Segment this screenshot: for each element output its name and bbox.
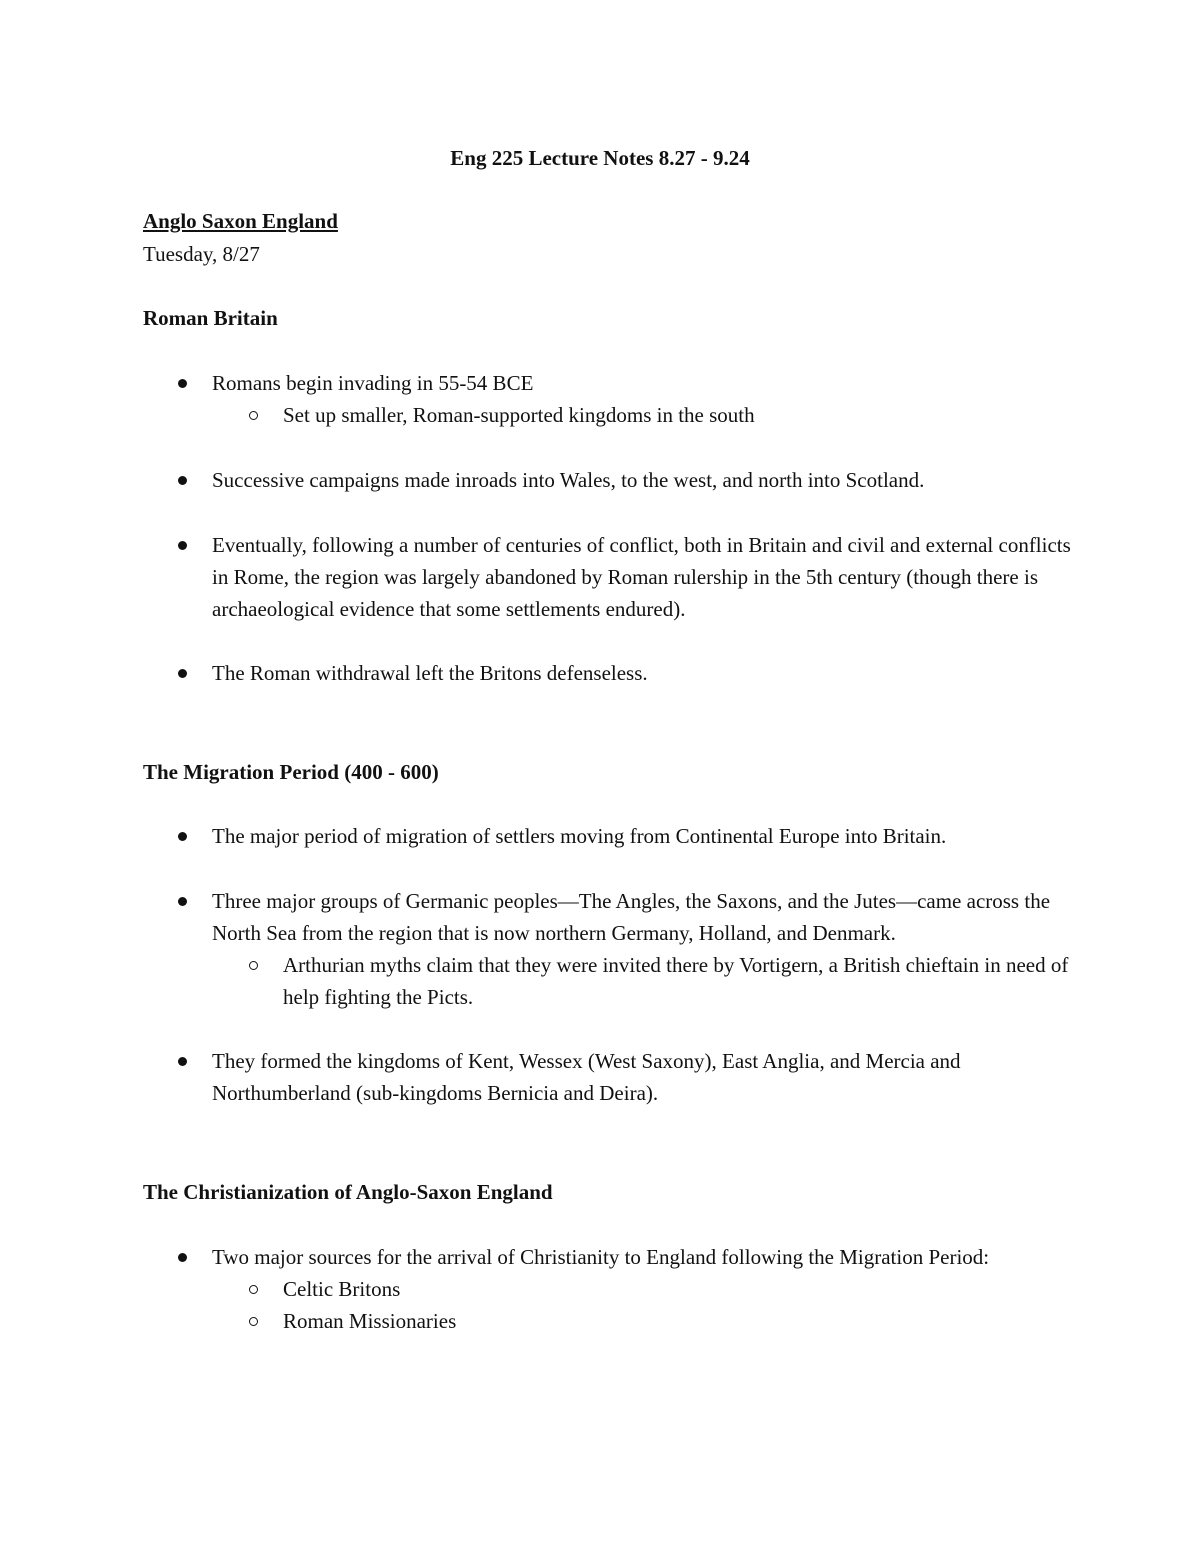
bullet-icon [178,897,187,906]
migration-list-3 [212,1045,1072,1109]
sub-list-item: Arthurian myths claim that they were invited there by Vortigern, a British chieftain in need of help fighting the Picts. [283,949,1072,1013]
bullet-icon [178,1057,187,1066]
heading-christianization: The Christianization of Anglo-Saxon England [143,1180,553,1204]
roman-britain-list-1 [212,367,1072,431]
heading-migration-period: The Migration Period (400 - 600) [143,760,439,784]
bullet-icon [178,379,187,388]
bullet-icon [178,541,187,550]
roman-britain-list-2 [212,464,1072,496]
list-item: Three major groups of Germanic peoples—The Angles, the Saxons, and the Jutes—came across the North Sea from the region that is now northern Germany, Holland, and Denmark. Arthurian myths claim that they were invited there by Vortigern, a British chieftain in need of help fighting the Picts. [212,885,1072,1013]
migration-list-2 [212,885,1072,1013]
hollow-bullet-icon [249,961,258,970]
hollow-bullet-icon [249,1317,258,1326]
lecture-date: Tuesday, 8/27 [143,242,260,266]
bullet-icon [178,1253,187,1262]
hollow-bullet-icon [249,411,258,420]
list-item: Two major sources for the arrival of Christianity to England following the Migration Period: Celtic Britons Roman Missionaries [212,1241,1072,1337]
list-item: Romans begin invading in 55-54 BCE Set up smaller, Roman-supported kingdoms in the south [212,367,1072,431]
heading-roman-britain: Roman Britain [143,306,278,330]
bullet-icon [178,832,187,841]
list-item: They formed the kingdoms of Kent, Wessex (West Saxony), East Anglia, and Mercia and Northumberland (sub-kingdoms Bernicia and Deira). [212,1045,1072,1109]
sub-list [212,949,1072,1013]
christianization-list-1 [212,1241,1072,1337]
sub-list-item: Celtic Britons [283,1273,1072,1305]
hollow-bullet-icon [249,1285,258,1294]
sub-list-item: Roman Missionaries [283,1305,1072,1337]
section-heading: Anglo Saxon England [143,209,338,233]
migration-list-1 [212,820,1072,852]
sub-list [212,399,1072,431]
bullet-icon [178,669,187,678]
list-item: Eventually, following a number of centuries of conflict, both in Britain and civil and external conflicts in Rome, the region was largely abandoned by Roman rulership in the 5th century (though there is archaeological evidence that some settlements endured). [212,529,1072,625]
page-title: Eng 225 Lecture Notes 8.27 - 9.24 [450,146,750,170]
bullet-icon [178,476,187,485]
list-item: Successive campaigns made inroads into Wales, to the west, and north into Scotland. [212,464,1072,496]
list-item: The major period of migration of settlers moving from Continental Europe into Britain. [212,820,1072,852]
roman-britain-list-3 [212,529,1072,625]
sub-list-item: Set up smaller, Roman-supported kingdoms in the south [283,399,1072,431]
roman-britain-list-4 [212,657,1072,689]
sub-list [212,1273,1072,1337]
list-item: The Roman withdrawal left the Britons defenseless. [212,657,1072,689]
